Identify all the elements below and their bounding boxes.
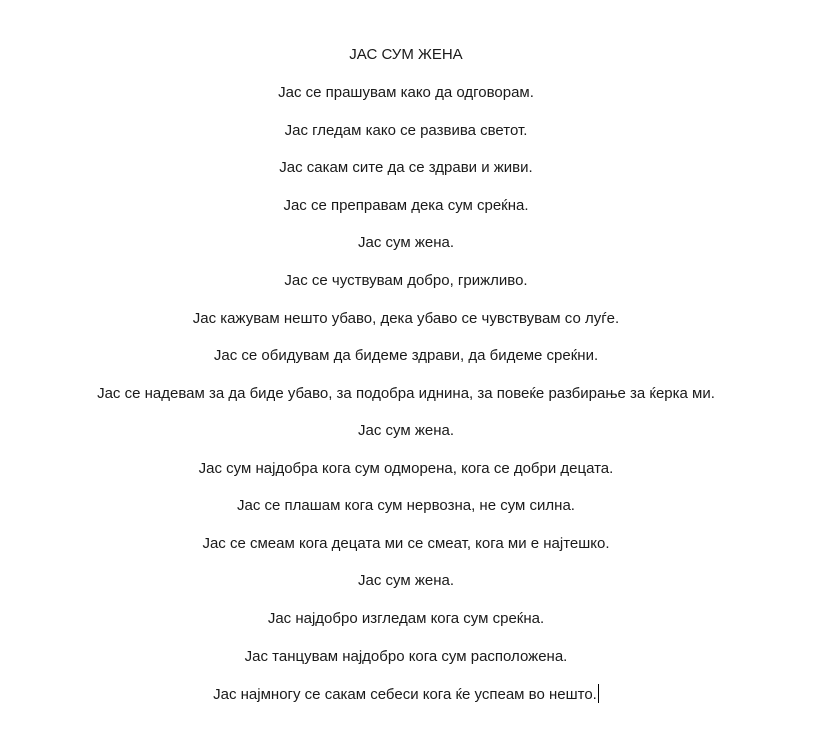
poem-line: Јас се преправам дека сум среќна.	[283, 197, 529, 214]
poem-line: Јас се прашувам како да одговорам.	[278, 84, 534, 101]
poem-line-text: Јас најмногу се сакам себеси кога ќе успеам во нешто.	[213, 686, 597, 703]
poem-line: Јас се плашам кога сум нервозна, не сум силна.	[237, 497, 575, 514]
poem-line: Јас се надевам за да биде убаво, за подобра иднина, за повеќе разбирање за ќерка ми.	[97, 385, 715, 402]
poem-title: ЈАС СУМ ЖЕНА	[349, 46, 463, 63]
poem-line-last[interactable]	[0, 684, 812, 705]
poem-line: Јас гледам како се развива светот.	[284, 122, 528, 139]
poem-line: Јас сакам сите да се здрави и живи.	[279, 159, 533, 176]
poem-line: Јас се обидувам да бидеме здрави, да бидеме среќни.	[213, 347, 599, 364]
poem-line: Јас најдобро изгледам кога сум среќна.	[267, 610, 545, 627]
poem-line: Јас се чуствувам добро, грижливо.	[284, 272, 528, 289]
poem-line: Јас сум најдобра кога сум одморена, кога се добри децата.	[198, 460, 614, 477]
text-cursor	[598, 684, 599, 703]
poem-line: Јас сум жена.	[358, 572, 454, 589]
poem-line: Јас танцувам најдобро кога сум расположена.	[244, 648, 568, 665]
poem-line: Јас сум жена.	[358, 422, 454, 439]
poem-line: Јас се смеам кога децата ми се смеат, кога ми е најтешко.	[202, 535, 610, 552]
poem-line: Јас кажувам нешто убаво, дека убаво се чувствувам со луѓе.	[192, 310, 620, 327]
poem-line: Јас сум жена.	[358, 234, 454, 251]
